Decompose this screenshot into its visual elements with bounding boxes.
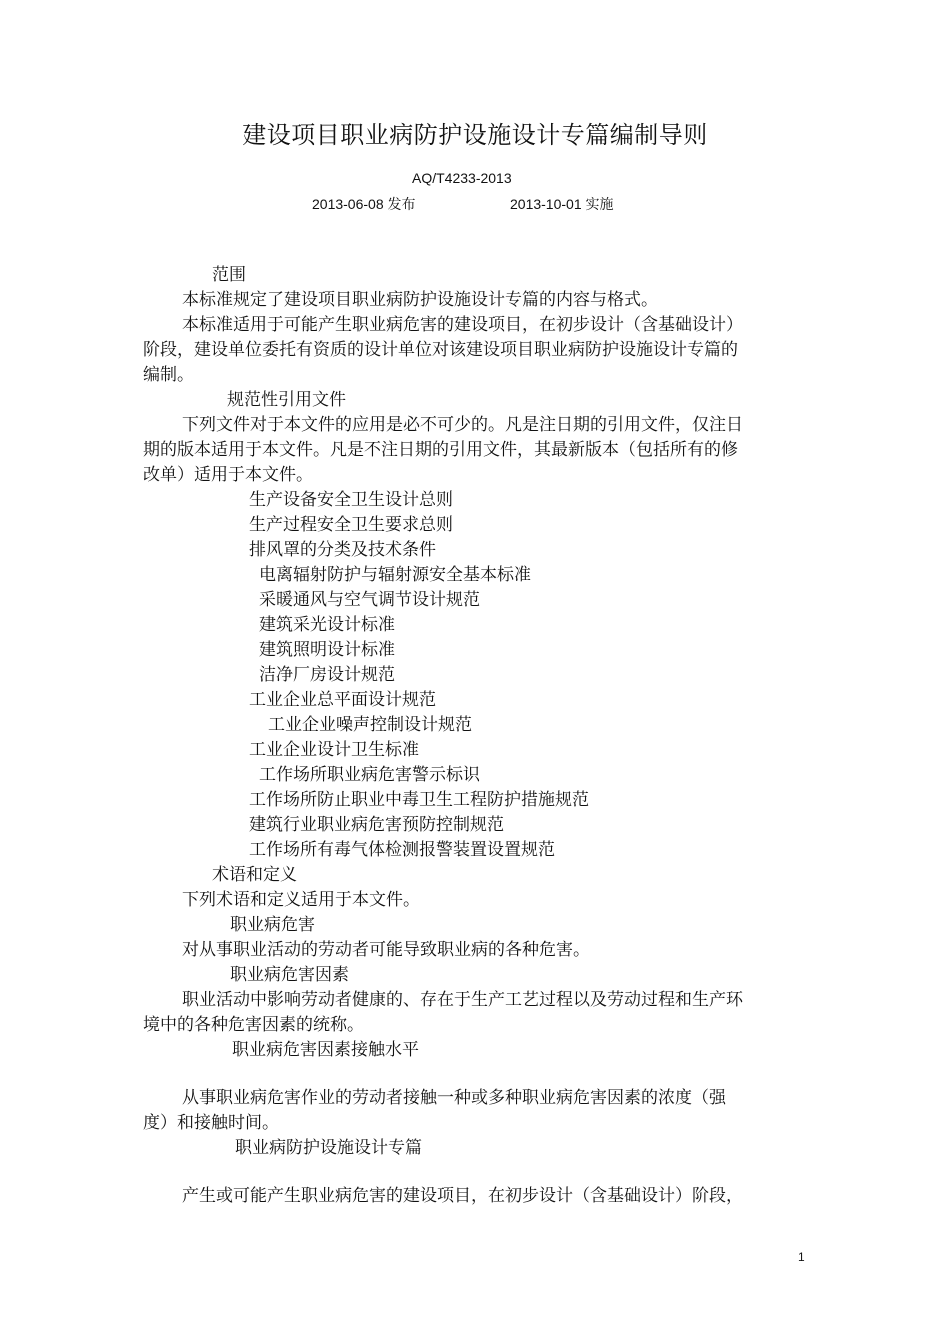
term-definition-line-2: 度）和接触时间。 bbox=[143, 1113, 279, 1133]
reference-item: 建筑采光设计标准 bbox=[259, 615, 395, 635]
references-paragraph-line-3: 改单）适用于本文件。 bbox=[143, 465, 313, 485]
reference-item: 建筑照明设计标准 bbox=[259, 640, 395, 660]
reference-item: 建筑行业职业病危害预防控制规范 bbox=[249, 815, 504, 835]
term-heading: 职业病危害 bbox=[230, 915, 315, 935]
scope-paragraph-2-line-1: 本标准适用于可能产生职业病危害的建设项目，在初步设计（含基础设计） bbox=[182, 315, 743, 335]
reference-item: 生产设备安全卫生设计总则 bbox=[249, 490, 453, 510]
term-definition: 对从事职业活动的劳动者可能导致职业病的各种危害。 bbox=[182, 940, 590, 960]
terms-intro: 下列术语和定义适用于本文件。 bbox=[182, 890, 420, 910]
reference-item: 工业企业总平面设计规范 bbox=[249, 690, 436, 710]
term-definition-line-1: 从事职业病危害作业的劳动者接触一种或多种职业病危害因素的浓度（强 bbox=[182, 1088, 726, 1108]
term-heading: 职业病防护设施设计专篇 bbox=[235, 1138, 422, 1158]
term-heading: 职业病危害因素接触水平 bbox=[232, 1040, 419, 1060]
standard-code: AQ/T4233-2013 bbox=[412, 170, 512, 186]
reference-item: 采暖通风与空气调节设计规范 bbox=[259, 590, 480, 610]
publish-date: 2013-06-08 发布 bbox=[312, 196, 416, 212]
effective-date: 2013-10-01 实施 bbox=[510, 196, 614, 212]
reference-item: 生产过程安全卫生要求总则 bbox=[249, 515, 453, 535]
reference-item: 工作场所职业病危害警示标识 bbox=[259, 765, 480, 785]
scope-paragraph-2-line-3: 编制。 bbox=[143, 365, 194, 385]
document-title: 建设项目职业病防护设施设计专篇编制导则 bbox=[242, 121, 708, 149]
term-definition-line-1: 产生或可能产生职业病危害的建设项目，在初步设计（含基础设计）阶段， bbox=[182, 1186, 743, 1206]
scope-paragraph-2-line-2: 阶段，建设单位委托有资质的设计单位对该建设项目职业病防护设施设计专篇的 bbox=[143, 340, 738, 360]
references-paragraph-line-1: 下列文件对于本文件的应用是必不可少的。凡是注日期的引用文件，仅注日 bbox=[182, 415, 743, 435]
references-paragraph-line-2: 期的版本适用于本文件。凡是不注日期的引用文件，其最新版本（包括所有的修 bbox=[143, 440, 738, 460]
scope-paragraph-1: 本标准规定了建设项目职业病防护设施设计专篇的内容与格式。 bbox=[182, 290, 658, 310]
reference-item: 工业企业设计卫生标准 bbox=[249, 740, 419, 760]
reference-item: 排风罩的分类及技术条件 bbox=[249, 540, 436, 560]
reference-item: 电离辐射防护与辐射源安全基本标准 bbox=[259, 565, 531, 585]
reference-item: 工作场所防止职业中毒卫生工程防护措施规范 bbox=[249, 790, 589, 810]
section-heading-scope: 范围 bbox=[212, 265, 246, 285]
section-heading-references: 规范性引用文件 bbox=[227, 390, 346, 410]
section-heading-terms: 术语和定义 bbox=[212, 865, 297, 885]
page-number: 1 bbox=[798, 1250, 805, 1264]
reference-item: 工作场所有毒气体检测报警装置设置规范 bbox=[249, 840, 555, 860]
term-definition-line-2: 境中的各种危害因素的统称。 bbox=[143, 1015, 364, 1035]
reference-item: 洁净厂房设计规范 bbox=[259, 665, 395, 685]
term-definition-line-1: 职业活动中影响劳动者健康的、存在于生产工艺过程以及劳动过程和生产环 bbox=[182, 990, 743, 1010]
reference-item: 工业企业噪声控制设计规范 bbox=[268, 715, 472, 735]
term-heading: 职业病危害因素 bbox=[230, 965, 349, 985]
